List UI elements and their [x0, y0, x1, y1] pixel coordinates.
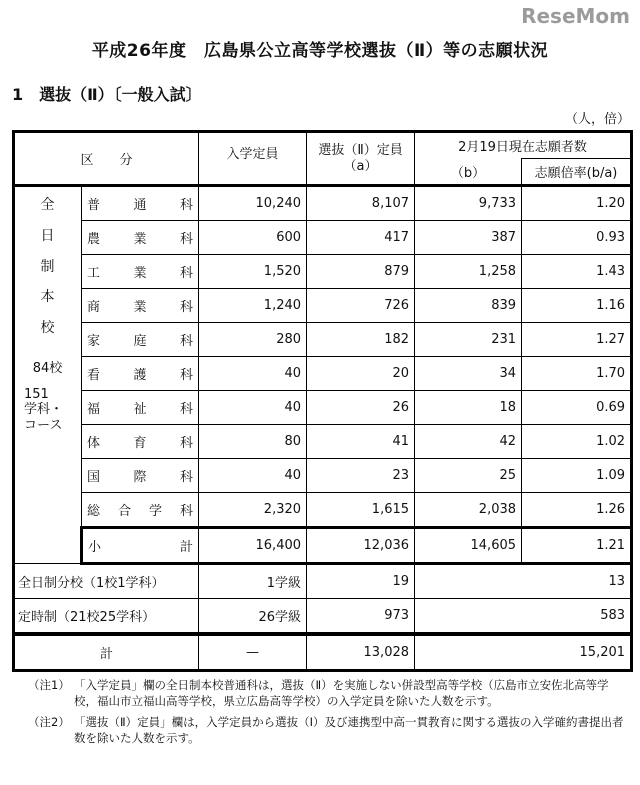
ratio-cell: 1.09 — [522, 459, 632, 493]
category-name — [82, 289, 199, 323]
group-char: 日 — [40, 227, 55, 244]
school-count: 84校 — [32, 360, 63, 376]
category-char: 計 — [180, 540, 194, 555]
ratio-cell: 1.21 — [522, 528, 632, 564]
app-cell: 25 — [415, 459, 522, 493]
note-text: 「入学定員」欄の全日制本校普通科は，選抜（Ⅱ）を実施しない併設型高等学校（広島市立安佐北高等学校，福山市立福山高等学校，県立広島高等学校）の入学定員を除いた人数を示す。 — [74, 678, 609, 708]
category-char: 通 — [133, 198, 147, 213]
app-cell: 231 — [415, 323, 522, 357]
header-applicants-group: 2月19日現在志願者数 — [415, 132, 632, 159]
capacity-cell: 600 — [199, 221, 307, 255]
ratio-cell: 0.93 — [522, 221, 632, 255]
ratio-cell: 0.69 — [522, 391, 632, 425]
category-char: 商 — [87, 300, 101, 315]
category-char: 業 — [133, 266, 147, 281]
category-char: 家 — [87, 334, 101, 349]
ratio-cell: 1.27 — [522, 323, 632, 357]
header-ratio: 志願倍率(b/a) — [522, 159, 632, 186]
category-char: 体 — [87, 436, 101, 451]
main-content — [12, 130, 630, 752]
category-char: 科 — [180, 470, 194, 485]
category-char: 国 — [87, 470, 101, 485]
header-applicants: （b） — [415, 159, 522, 186]
category-char: 総 — [87, 504, 101, 519]
subtotal-row — [14, 528, 632, 564]
group-char: 校 — [40, 320, 55, 337]
sel-cell: 13,028 — [307, 634, 415, 671]
table-row — [14, 493, 632, 528]
app-cell: 13 — [415, 564, 632, 599]
note-1 — [28, 678, 628, 709]
app-cell: 583 — [415, 599, 632, 635]
app-cell: 2,038 — [415, 493, 522, 528]
parttime-row — [14, 599, 632, 635]
table-row — [14, 391, 632, 425]
capacity-cell: 1,520 — [199, 255, 307, 289]
header-selection-capacity-sub: （a） — [343, 158, 378, 174]
page-title: 平成26年度 広島県公立高等学校選抜（Ⅱ）等の志願状況 — [91, 41, 549, 61]
sel-cell: 23 — [307, 459, 415, 493]
header-selection-capacity-label: 選抜（Ⅱ）定員 — [318, 143, 403, 158]
category-char: 科 — [180, 402, 194, 417]
category-char: 科 — [180, 266, 194, 281]
category-char: 科 — [180, 232, 194, 247]
sel-cell: 19 — [307, 564, 415, 599]
capacity-cell: — — [199, 634, 307, 671]
section-heading: 1 選抜（Ⅱ）〔一般入試〕 — [12, 85, 202, 104]
group-char: 全 — [40, 197, 55, 213]
app-cell: 9,733 — [415, 186, 522, 221]
category-char: 科 — [180, 198, 194, 213]
category-char: 業 — [133, 232, 147, 247]
category-char: 科 — [180, 300, 194, 315]
app-cell: 14,605 — [415, 528, 522, 564]
category-name: 全日制分校（1校1学科） — [14, 564, 199, 599]
watermark-logo: ReseMom — [521, 4, 630, 28]
category-name — [82, 186, 199, 221]
capacity-cell: 1学級 — [199, 564, 307, 599]
ratio-cell: 1.16 — [522, 289, 632, 323]
capacity-cell: 26学級 — [199, 599, 307, 635]
app-cell: 387 — [415, 221, 522, 255]
header-category: 区 分 — [14, 132, 199, 186]
category-char: 育 — [133, 436, 147, 451]
category-char: 祉 — [133, 402, 147, 417]
applications-table — [12, 130, 633, 672]
app-cell: 18 — [415, 391, 522, 425]
table-row — [14, 221, 632, 255]
category-name — [82, 357, 199, 391]
capacity-cell: 10,240 — [199, 186, 307, 221]
category-name — [82, 528, 199, 564]
category-char: 農 — [87, 232, 101, 247]
capacity-cell: 40 — [199, 459, 307, 493]
category-char: 福 — [87, 402, 101, 417]
sel-cell: 879 — [307, 255, 415, 289]
note-text: 「選抜（Ⅱ）定員」欄は，入学定員から選抜（Ⅰ）及び連携型中高一貫教育に関する選抜の入学確約書提出者数を除いた人数を示す。 — [74, 715, 624, 745]
category-char: 護 — [133, 368, 147, 383]
category-name — [82, 493, 199, 528]
group-label — [14, 186, 82, 564]
unit-label: （人，倍） — [564, 112, 630, 127]
app-cell: 1,258 — [415, 255, 522, 289]
group-char: 本 — [40, 289, 55, 306]
app-cell: 34 — [415, 357, 522, 391]
category-char: 際 — [133, 470, 147, 485]
sel-cell: 973 — [307, 599, 415, 635]
ratio-cell: 1.43 — [522, 255, 632, 289]
note-2 — [28, 715, 628, 746]
category-char: 看 — [87, 368, 101, 383]
ratio-cell: 1.70 — [522, 357, 632, 391]
sel-cell: 41 — [307, 425, 415, 459]
category-char: 工 — [87, 266, 101, 281]
sel-cell: 417 — [307, 221, 415, 255]
category-name — [82, 221, 199, 255]
table-row — [14, 186, 632, 221]
note-key: （注2） — [28, 715, 70, 730]
header-selection-capacity — [307, 132, 415, 186]
ratio-cell: 1.02 — [522, 425, 632, 459]
course-count: 151 学科・ コース — [24, 386, 64, 433]
sel-cell: 26 — [307, 391, 415, 425]
header-capacity: 入学定員 — [199, 132, 307, 186]
category-char: 科 — [180, 334, 194, 349]
category-name — [82, 255, 199, 289]
table-row — [14, 289, 632, 323]
sel-cell: 726 — [307, 289, 415, 323]
table-row — [14, 459, 632, 493]
app-cell: 839 — [415, 289, 522, 323]
category-char: 小 — [88, 540, 102, 555]
category-char: 庭 — [133, 334, 147, 349]
app-cell: 42 — [415, 425, 522, 459]
category-name — [82, 425, 199, 459]
capacity-cell: 1,240 — [199, 289, 307, 323]
capacity-cell: 16,400 — [199, 528, 307, 564]
ratio-cell: 1.26 — [522, 493, 632, 528]
category-char: 合 — [118, 504, 132, 519]
category-char: 科 — [180, 436, 194, 451]
category-name — [82, 459, 199, 493]
category-char: 学 — [149, 504, 163, 519]
total-row — [14, 634, 632, 671]
category-char: 普 — [87, 198, 101, 213]
category-name — [82, 391, 199, 425]
capacity-cell: 280 — [199, 323, 307, 357]
app-cell: 15,201 — [415, 634, 632, 671]
table-row — [14, 323, 632, 357]
branch-row — [14, 564, 632, 599]
sel-cell: 182 — [307, 323, 415, 357]
category-name — [82, 323, 199, 357]
category-name: 定時制（21校25学科） — [14, 599, 199, 635]
capacity-cell: 40 — [199, 391, 307, 425]
ratio-cell: 1.20 — [522, 186, 632, 221]
category-char: 科 — [180, 504, 194, 519]
sel-cell: 8,107 — [307, 186, 415, 221]
group-char: 制 — [40, 258, 55, 275]
category-char: 科 — [180, 368, 194, 383]
table-row — [14, 255, 632, 289]
notes — [28, 678, 628, 746]
note-key: （注1） — [28, 678, 70, 692]
capacity-cell: 2,320 — [199, 493, 307, 528]
capacity-cell: 80 — [199, 425, 307, 459]
category-char: 業 — [133, 300, 147, 315]
sel-cell: 12,036 — [307, 528, 415, 564]
sel-cell: 1,615 — [307, 493, 415, 528]
table-row — [14, 357, 632, 391]
category-name: 計 — [14, 634, 199, 671]
capacity-cell: 40 — [199, 357, 307, 391]
sel-cell: 20 — [307, 357, 415, 391]
table-row — [14, 425, 632, 459]
